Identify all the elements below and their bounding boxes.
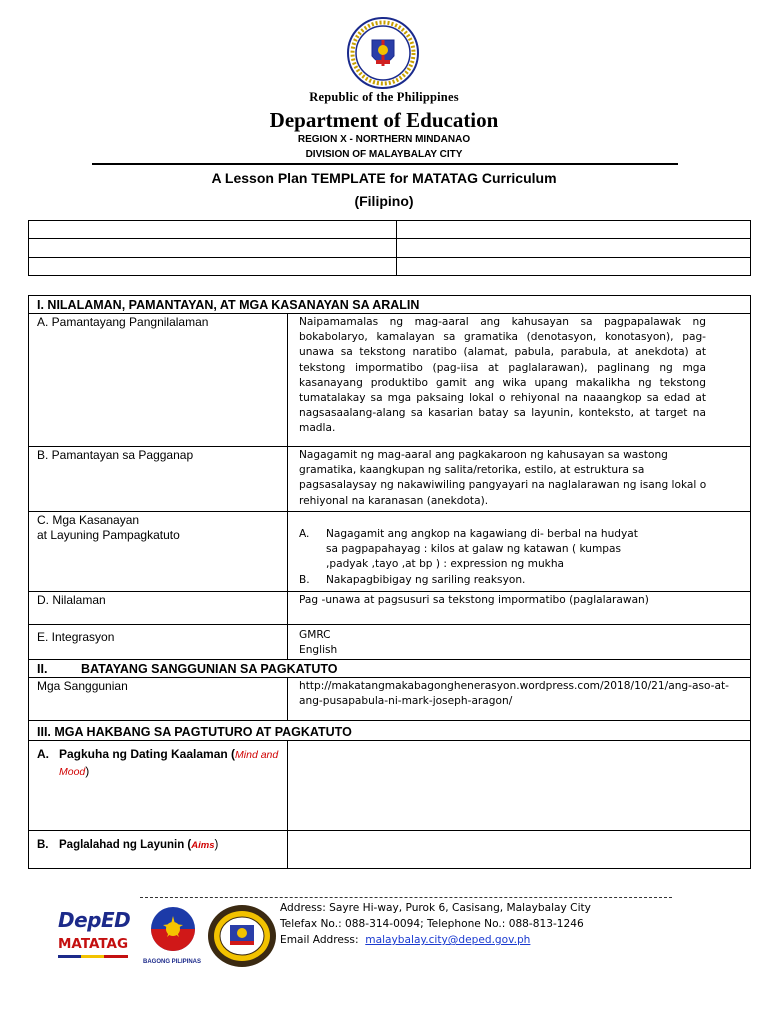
paglalahad-label-text: Paglalahad ng Layunin ( (59, 839, 192, 851)
aims-text: Aims (191, 840, 215, 851)
integrasyon-line2: English (299, 644, 338, 657)
paglalahad-content-cell[interactable] (288, 831, 751, 869)
pamantayan-sa-pagganap-label: B. Pamantayan sa Pagganap (29, 447, 288, 512)
info-grid (28, 220, 751, 276)
objective-b-marker: B. (299, 573, 310, 586)
mga-kasanayan-content[interactable] (288, 512, 751, 592)
objective-a-line2: sa pagpapahayag : kilos at galaw ng katawan ( kumpas (326, 543, 622, 556)
matatag-logo-text: MATATAG (58, 936, 129, 952)
integrasyon-label: E. Integrasyon (29, 625, 288, 660)
mga-kasanayan-label-line2: at Layuning Pampagkatuto (37, 528, 180, 542)
pagkuha-marker: A. (37, 747, 49, 761)
pagkuha-label-wrapper (37, 746, 287, 780)
objective-item-a (299, 527, 740, 573)
footer-email-label: Email Address: (280, 934, 359, 946)
nilalaman-label: D. Nilalaman (29, 592, 288, 625)
pamantayang-pangnilalaman-label: A. Pamantayang Pangnilalaman (29, 314, 288, 447)
department-name: Department of Education (269, 108, 499, 132)
integrasyon-content[interactable] (288, 625, 751, 660)
bagong-pilipinas-text: BAGONG PILIPINAS (142, 959, 201, 965)
paglalahad-label-wrapper (37, 837, 287, 854)
objective-a-marker: A. (299, 528, 310, 540)
mga-kasanayan-label (29, 512, 288, 592)
objective-a-line3: ,padyak ,tayo ,at bp ) : expression ng mukha (326, 558, 565, 571)
pamantayang-pangnilalaman-text[interactable]: Naipamamalas ng mag-aaral ang kahusayan sa pagpapalawak ng bokabolaryo, kamalayan sa gramatika (denotasyon, konotasyon), pag-unawa sa tekstong naratibo (alamat, pabula, parabula, at anekdota) at tekstong impormatibo (pag-iisa at paglalarawan), paglinang ng mga kasanayang produktibo gamit ang wika upang makalikha ng tekstong tumatalakay sa mga paksaing lokal o rehiyonal na naaangkop sa edad at nagsasaalang-alang sa kasarian batay sa layunin, konteksto, at target na madla. (288, 314, 751, 447)
nilalaman-text[interactable]: Pag -unawa at pagsusuri sa tekstong impormatibo (paglalarawan) (288, 592, 751, 625)
header-rule (92, 163, 678, 165)
footer-rule (140, 897, 672, 898)
pagkuha-ng-dating-kaalaman-label (29, 741, 288, 831)
section2-title: BATAYANG SANGGUNIAN SA PAGKATUTO (81, 662, 338, 676)
section1-heading: I. NILALAMAN, PAMANTAYAN, AT MGA KASANAYAN SA ARALIN (29, 296, 751, 314)
pagkuha-label-text: Pagkuha ng Dating Kaalaman ( (59, 747, 236, 761)
division-line: DIVISION OF MALAYBALAY CITY (305, 149, 463, 160)
deped-logo-text: DepED (58, 908, 131, 932)
section2-heading (29, 660, 751, 678)
paglalahad-ng-layunin-label (29, 831, 288, 869)
lesson-plan-table (28, 295, 751, 869)
objective-b-text: Nakapagbibigay ng sariling reaksyon. (326, 573, 526, 586)
division-seal (206, 903, 278, 969)
info-cell[interactable] (397, 258, 751, 276)
info-cell[interactable] (29, 221, 397, 239)
mga-sanggunian-label: Mga Sanggunian (29, 678, 288, 721)
footer-email-line (280, 933, 530, 948)
info-cell[interactable] (29, 258, 397, 276)
page-title: A Lesson Plan TEMPLATE for MATATAG Curriculum (211, 170, 557, 186)
info-cell[interactable] (397, 221, 751, 239)
footer-address: Address: Sayre Hi-way, Purok 6, Casisang, Malaybalay City (280, 902, 591, 914)
footer-email-link[interactable]: malaybalay.city@deped.gov.ph (365, 934, 531, 946)
matatag-logo-stripe (58, 955, 128, 958)
section3-heading: III. MGA HAKBANG SA PAGTUTURO AT PAGKATUTO (29, 721, 751, 741)
integrasyon-line1: GMRC (299, 629, 331, 641)
objective-a-line1: Nagagamit ang angkop na kagawiang di- berbal na hudyat (326, 528, 638, 540)
section2-number: II. (37, 662, 48, 676)
mind-and-mood-text: Mind and Mood (59, 749, 279, 778)
footer-phones: Telefax No.: 088-314-0094; Telephone No.: 088-813-1246 (280, 918, 584, 930)
deped-matatag-logo (58, 907, 136, 969)
objective-item-b (299, 573, 740, 588)
info-cell[interactable] (29, 239, 397, 258)
bagong-pilipinas-logo (143, 904, 203, 966)
pamantayan-sa-pagganap-text[interactable]: Nagagamit ng mag-aaral ang pagkakaroon ng kahusayan sa wastong gramatika, kaangkupan ng salita/retorika, estilo, at estruktura sa pagsasalaysay ng nakawiwiling pangyayari na naglalarawan ng isang lokal o rehiyonal na karanasan (anekdota). (288, 447, 751, 512)
pagkuha-content-cell[interactable] (288, 741, 751, 831)
paglalahad-marker: B. (37, 839, 49, 851)
info-cell[interactable] (397, 239, 751, 258)
region-line: REGION X - NORTHERN MINDANAO (297, 134, 471, 145)
pagkuha-close-paren: ) (85, 764, 90, 778)
mga-kasanayan-label-line1: C. Mga Kasanayan (37, 513, 140, 527)
deped-seal (346, 16, 420, 90)
page-subtitle: (Filipino) (354, 193, 414, 209)
republic-line: Republic of the Philippines (309, 90, 459, 104)
reference-link[interactable]: http://makatangmakabagonghenerasyon.wordpress.com/2018/10/21/ang-aso-at-ang-pusapabula-ni-mark-joseph-aragon/ (288, 678, 751, 721)
paglalahad-close-paren: ) (214, 839, 219, 851)
